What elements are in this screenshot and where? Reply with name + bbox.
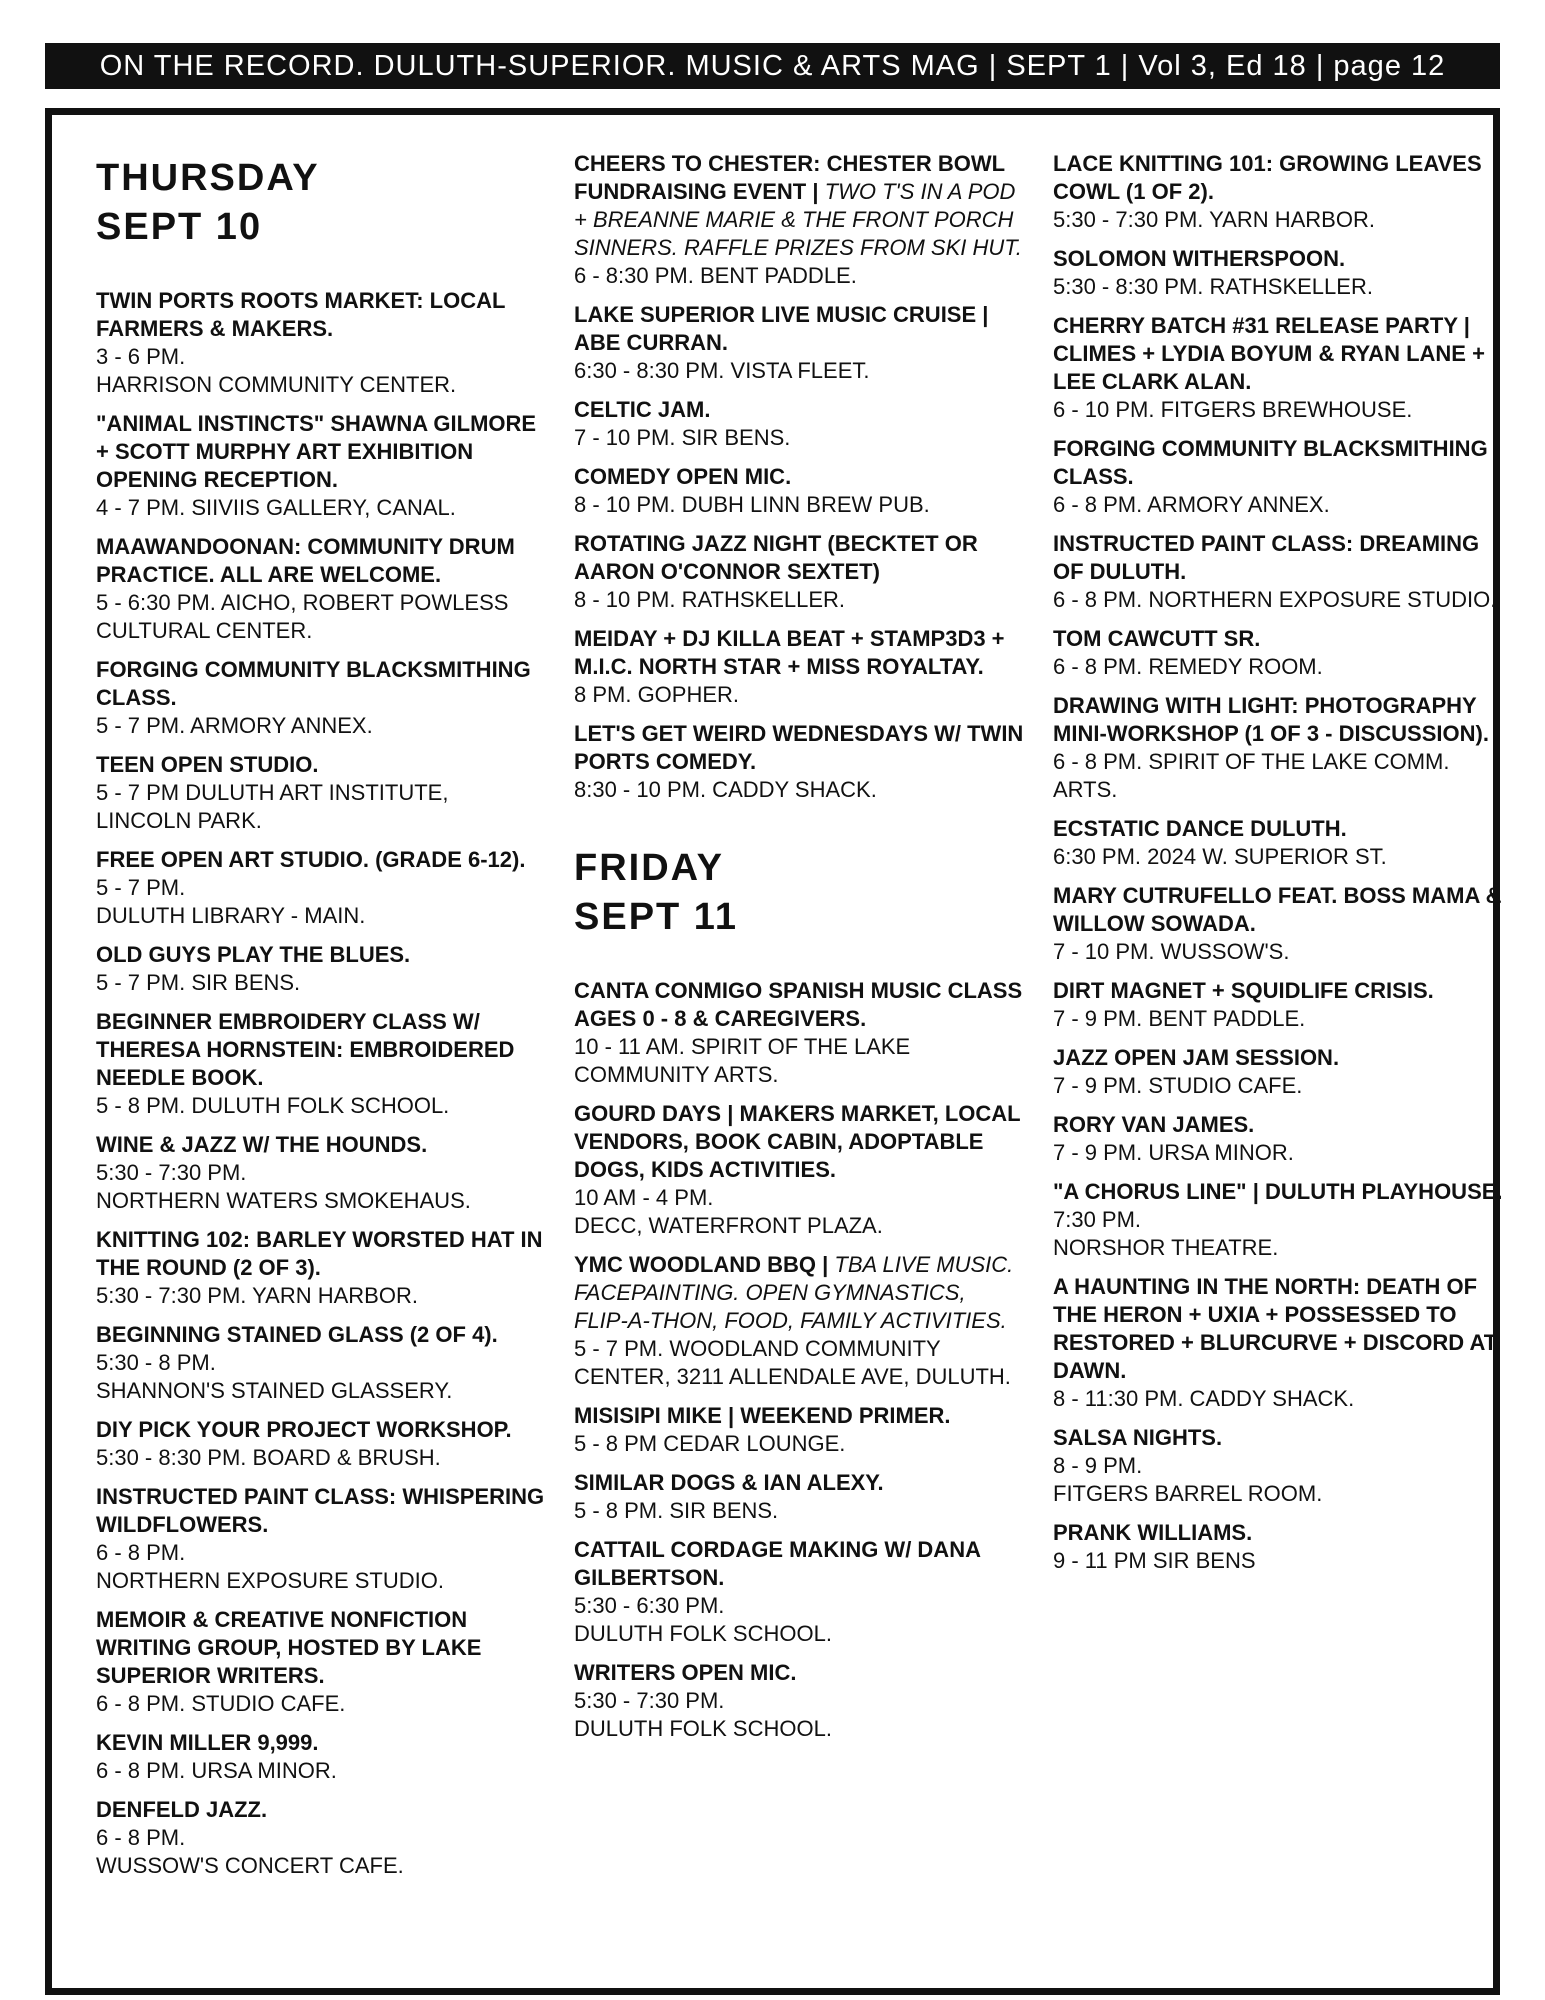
event-item — [574, 530, 1024, 614]
event-title: FORGING COMMUNITY BLACKSMITHING CLASS. — [1053, 436, 1488, 489]
event-title: SOLOMON WITHERSPOON. — [1053, 246, 1346, 271]
event-title: COMEDY OPEN MIC. — [574, 464, 792, 489]
event-title: CANTA CONMIGO SPANISH MUSIC CLASS AGES 0 - 8 & CAREGIVERS. — [574, 977, 1023, 1031]
event-title: "ANIMAL INSTINCTS" SHAWNA GILMORE + SCOTT MURPHY ART EXHIBITION OPENING RECEPTION. — [96, 410, 537, 492]
day-name: THURSDAY — [96, 157, 320, 199]
event-detail: 6 - 8 PM. STUDIO CAFE. — [96, 1690, 346, 1716]
event-title: WRITERS OPEN MIC. — [574, 1659, 797, 1685]
event-item — [1053, 1519, 1503, 1575]
event-detail: DULUTH FOLK SCHOOL. — [574, 1620, 832, 1646]
event-detail: 5 - 7 PM. ARMORY ANNEX. — [96, 712, 373, 738]
event-title: JAZZ OPEN JAM SESSION. — [1053, 1045, 1340, 1070]
event-detail: SHANNON'S STAINED GLASSERY. — [96, 1377, 453, 1403]
event-title: TWIN PORTS ROOTS MARKET: LOCAL FARMERS & MAKERS. — [96, 287, 506, 341]
column-1 — [96, 150, 546, 1891]
event-detail: WUSSOW'S CONCERT CAFE. — [96, 1852, 404, 1878]
event-detail: FITGERS BARREL ROOM. — [1053, 1481, 1323, 1506]
event-title: INSTRUCTED PAINT CLASS: DREAMING OF DULUTH. — [1053, 531, 1480, 584]
event-title: SIMILAR DOGS & IAN ALEXY. — [574, 1469, 884, 1495]
event-title: ECSTATIC DANCE DULUTH. — [1053, 816, 1347, 841]
event-detail: 7 - 10 PM. SIR BENS. — [574, 425, 791, 450]
event-detail: 6 - 8:30 PM. BENT PADDLE. — [574, 263, 857, 288]
event-detail: 8 - 10 PM. RATHSKELLER. — [574, 587, 846, 612]
event-item — [96, 656, 546, 740]
event-detail: 5 - 7 PM. SIR BENS. — [96, 969, 301, 995]
event-item — [96, 1008, 546, 1120]
event-item — [574, 625, 1024, 709]
event-detail: 6:30 PM. 2024 W. SUPERIOR ST. — [1053, 844, 1387, 869]
event-item — [574, 463, 1024, 519]
event-detail: 6 - 8 PM. SPIRIT OF THE LAKE COMM. ARTS. — [1053, 749, 1450, 802]
event-item — [96, 1729, 546, 1785]
event-item — [96, 1796, 546, 1880]
event-detail: 6 - 8 PM. URSA MINOR. — [96, 1757, 337, 1783]
event-title: MISISIPI MIKE | WEEKEND PRIMER. — [574, 1402, 951, 1428]
day-heading-friday — [574, 844, 1024, 943]
event-detail: 5:30 - 7:30 PM. — [96, 1159, 247, 1185]
event-item — [96, 410, 546, 522]
event-detail: 5:30 - 8:30 PM. BOARD & BRUSH. — [96, 1444, 441, 1470]
event-detail: 6 - 8 PM. — [96, 1824, 186, 1850]
event-title: DIRT MAGNET + SQUIDLIFE CRISIS. — [1053, 978, 1434, 1003]
event-detail: 6:30 - 8:30 PM. VISTA FLEET. — [574, 358, 870, 383]
event-title: WINE & JAZZ W/ THE HOUNDS. — [96, 1131, 428, 1157]
event-detail: 5:30 - 6:30 PM. — [574, 1592, 725, 1618]
event-title: FORGING COMMUNITY BLACKSMITHING CLASS. — [96, 656, 531, 710]
event-detail: 10 AM - 4 PM. — [574, 1184, 714, 1210]
event-item — [96, 941, 546, 997]
event-item — [1053, 692, 1503, 804]
event-title: A HAUNTING IN THE NORTH: DEATH OF THE HERON + UXIA + POSSESSED TO RESTORED + BLURCURVE + DISCORD AT DAWN. — [1053, 1274, 1498, 1383]
event-detail: 5 - 6:30 PM. AICHO, ROBERT POWLESS CULTURAL CENTER. — [96, 589, 509, 643]
event-item — [574, 150, 1024, 290]
event-subtitle: TWO T'S IN A POD + BREANNE MARIE & THE FRONT PORCH SINNERS. RAFFLE PRIZES FROM SKI HUT. — [574, 179, 1022, 260]
event-detail: DECC, WATERFRONT PLAZA. — [574, 1212, 883, 1238]
event-item — [574, 1469, 1024, 1525]
event-detail: 6 - 10 PM. FITGERS BREWHOUSE. — [1053, 397, 1413, 422]
event-detail: 7 - 9 PM. STUDIO CAFE. — [1053, 1073, 1303, 1098]
event-title: PRANK WILLIAMS. — [1053, 1520, 1253, 1545]
event-detail: NORTHERN WATERS SMOKEHAUS. — [96, 1187, 471, 1213]
event-list — [574, 977, 1024, 1743]
column-2 — [574, 150, 1024, 1754]
event-item — [574, 396, 1024, 452]
event-title: CHERRY BATCH #31 RELEASE PARTY | CLIMES + LYDIA BOYUM & RYAN LANE + LEE CLARK ALAN. — [1053, 313, 1485, 394]
event-item — [96, 1416, 546, 1472]
event-title: DRAWING WITH LIGHT: PHOTOGRAPHY MINI-WORKSHOP (1 OF 3 - DISCUSSION). — [1053, 693, 1489, 746]
event-item — [1053, 1178, 1503, 1262]
event-detail: 9 - 11 PM SIR BENS — [1053, 1548, 1256, 1573]
header-text: ON THE RECORD. DULUTH-SUPERIOR. MUSIC & ARTS MAG | SEPT 1 | Vol 3, Ed 18 | page 12 — [99, 49, 1446, 82]
event-detail: 7 - 10 PM. WUSSOW'S. — [1053, 939, 1290, 964]
event-item — [1053, 245, 1503, 301]
day-date: SEPT 11 — [574, 896, 738, 939]
event-detail: 8 - 10 PM. DUBH LINN BREW PUB. — [574, 492, 930, 517]
event-detail: 5 - 8 PM. SIR BENS. — [574, 1497, 779, 1523]
event-item — [574, 1536, 1024, 1648]
event-title: YMC WOODLAND BBQ | — [574, 1251, 829, 1277]
event-item — [96, 1226, 546, 1310]
event-item — [574, 301, 1024, 385]
event-title: INSTRUCTED PAINT CLASS: WHISPERING WILDFLOWERS. — [96, 1483, 545, 1537]
event-item — [96, 751, 546, 835]
event-title: KEVIN MILLER 9,999. — [96, 1729, 319, 1755]
event-title: KNITTING 102: BARLEY WORSTED HAT IN THE ROUND (2 OF 3). — [96, 1226, 543, 1280]
event-detail: 6 - 8 PM. REMEDY ROOM. — [1053, 654, 1323, 679]
event-title: DIY PICK YOUR PROJECT WORKSHOP. — [96, 1416, 512, 1442]
event-title: MEMOIR & CREATIVE NONFICTION WRITING GROUP, HOSTED BY LAKE SUPERIOR WRITERS. — [96, 1606, 482, 1688]
event-title: BEGINNER EMBROIDERY CLASS W/ THERESA HORNSTEIN: EMBROIDERED NEEDLE BOOK. — [96, 1008, 515, 1090]
event-item — [1053, 1424, 1503, 1508]
event-detail: 8 - 9 PM. — [1053, 1453, 1143, 1478]
event-item — [96, 1321, 546, 1405]
event-detail: 8:30 - 10 PM. CADDY SHACK. — [574, 777, 877, 802]
event-title: CATTAIL CORDAGE MAKING W/ DANA GILBERTSON. — [574, 1536, 981, 1590]
event-title: LACE KNITTING 101: GROWING LEAVES COWL (1 OF 2). — [1053, 151, 1482, 204]
event-item — [1053, 625, 1503, 681]
page-header — [45, 43, 1500, 89]
event-title: GOURD DAYS | MAKERS MARKET, LOCAL VENDORS, BOOK CABIN, ADOPTABLE DOGS, KIDS ACTIVITIES. — [574, 1100, 1021, 1182]
event-detail: HARRISON COMMUNITY CENTER. — [96, 371, 457, 397]
event-detail: NORTHERN EXPOSURE STUDIO. — [96, 1567, 444, 1593]
event-title: CELTIC JAM. — [574, 397, 711, 422]
event-detail: 8 - 11:30 PM. CADDY SHACK. — [1053, 1386, 1355, 1411]
event-detail: 5 - 8 PM CEDAR LOUNGE. — [574, 1430, 846, 1456]
column-3 — [1053, 150, 1503, 1586]
event-detail: DULUTH FOLK SCHOOL. — [574, 1715, 832, 1741]
event-item — [96, 533, 546, 645]
event-detail: 3 - 6 PM. — [96, 343, 186, 369]
event-title: ROTATING JAZZ NIGHT (BECKTET OR AARON O'CONNOR SEXTET) — [574, 531, 978, 584]
event-detail: 5 - 7 PM. — [96, 874, 186, 900]
event-item — [96, 846, 546, 930]
event-item — [96, 1131, 546, 1215]
event-detail: NORSHOR THEATRE. — [1053, 1235, 1279, 1260]
event-title: MAAWANDOONAN: COMMUNITY DRUM PRACTICE. ALL ARE WELCOME. — [96, 533, 515, 587]
event-title: SALSA NIGHTS. — [1053, 1425, 1223, 1450]
event-detail: 5:30 - 8:30 PM. RATHSKELLER. — [1053, 274, 1373, 299]
event-title: BEGINNING STAINED GLASS (2 OF 4). — [96, 1321, 498, 1347]
event-item — [574, 720, 1024, 804]
event-detail: 5:30 - 7:30 PM. YARN HARBOR. — [96, 1282, 418, 1308]
event-detail: 5:30 - 7:30 PM. YARN HARBOR. — [1053, 207, 1375, 232]
event-title: OLD GUYS PLAY THE BLUES. — [96, 941, 411, 967]
event-item — [1053, 435, 1503, 519]
event-title: DENFELD JAZZ. — [96, 1796, 268, 1822]
event-title: MEIDAY + DJ KILLA BEAT + STAMP3D3 + M.I.C. NORTH STAR + MISS ROYALTAY. — [574, 626, 1005, 679]
event-item — [1053, 150, 1503, 234]
event-title: MARY CUTRUFELLO FEAT. BOSS MAMA & WILLOW SOWADA. — [1053, 883, 1502, 936]
event-item — [574, 1402, 1024, 1458]
event-item — [574, 1100, 1024, 1240]
event-detail: 5 - 7 PM. WOODLAND COMMUNITY CENTER, 3211 ALLENDALE AVE, DULUTH. — [574, 1335, 1011, 1389]
event-title: FREE OPEN ART STUDIO. (GRADE 6-12). — [96, 846, 526, 872]
event-detail: 5 - 7 PM DULUTH ART INSTITUTE, LINCOLN PARK. — [96, 779, 449, 833]
event-detail: 7:30 PM. — [1053, 1207, 1142, 1232]
event-item — [96, 1606, 546, 1718]
event-item — [1053, 530, 1503, 614]
event-item — [574, 977, 1024, 1089]
event-list — [96, 287, 546, 1880]
event-item — [574, 1659, 1024, 1743]
event-item — [96, 1483, 546, 1595]
event-item — [1053, 882, 1503, 966]
event-detail: 6 - 8 PM. NORTHERN EXPOSURE STUDIO. — [1053, 587, 1497, 612]
event-title: TOM CAWCUTT SR. — [1053, 626, 1261, 651]
day-heading-thursday — [96, 154, 546, 253]
event-item — [1053, 312, 1503, 424]
event-detail: 6 - 8 PM. — [96, 1539, 186, 1565]
event-item — [1053, 977, 1503, 1033]
event-subtitle: TBA LIVE MUSIC. FACEPAINTING. OPEN GYMNASTICS, FLIP-A-THON, FOOD, FAMILY ACTIVITIES. — [574, 1251, 1014, 1333]
event-title: RORY VAN JAMES. — [1053, 1112, 1255, 1137]
event-title: LET'S GET WEIRD WEDNESDAYS W/ TWIN PORTS COMEDY. — [574, 721, 1024, 774]
event-item — [574, 1251, 1024, 1391]
event-item — [1053, 1273, 1503, 1413]
event-list — [1053, 150, 1503, 1575]
event-title: "A CHORUS LINE" | DULUTH PLAYHOUSE. — [1053, 1179, 1503, 1204]
event-title: TEEN OPEN STUDIO. — [96, 751, 319, 777]
day-date: SEPT 10 — [96, 206, 263, 249]
event-item — [1053, 815, 1503, 871]
event-detail: 7 - 9 PM. BENT PADDLE. — [1053, 1006, 1306, 1031]
event-detail: 5:30 - 8 PM. — [96, 1349, 216, 1375]
event-detail: 7 - 9 PM. URSA MINOR. — [1053, 1140, 1294, 1165]
event-list — [574, 150, 1024, 804]
event-detail: 4 - 7 PM. SIIVIIS GALLERY, CANAL. — [96, 494, 456, 520]
event-item — [1053, 1111, 1503, 1167]
event-detail: DULUTH LIBRARY - MAIN. — [96, 902, 366, 928]
event-detail: 5:30 - 7:30 PM. — [574, 1687, 725, 1713]
event-item — [96, 287, 546, 399]
event-detail: 5 - 8 PM. DULUTH FOLK SCHOOL. — [96, 1092, 450, 1118]
event-item — [1053, 1044, 1503, 1100]
event-title: CHEERS TO CHESTER: CHESTER BOWL FUNDRAISING EVENT | — [574, 151, 1005, 204]
event-title: LAKE SUPERIOR LIVE MUSIC CRUISE | ABE CURRAN. — [574, 302, 989, 355]
event-detail: 10 - 11 AM. SPIRIT OF THE LAKE COMMUNITY ARTS. — [574, 1033, 911, 1087]
day-name: FRIDAY — [574, 847, 724, 889]
event-detail: 6 - 8 PM. ARMORY ANNEX. — [1053, 492, 1330, 517]
event-detail: 8 PM. GOPHER. — [574, 682, 740, 707]
